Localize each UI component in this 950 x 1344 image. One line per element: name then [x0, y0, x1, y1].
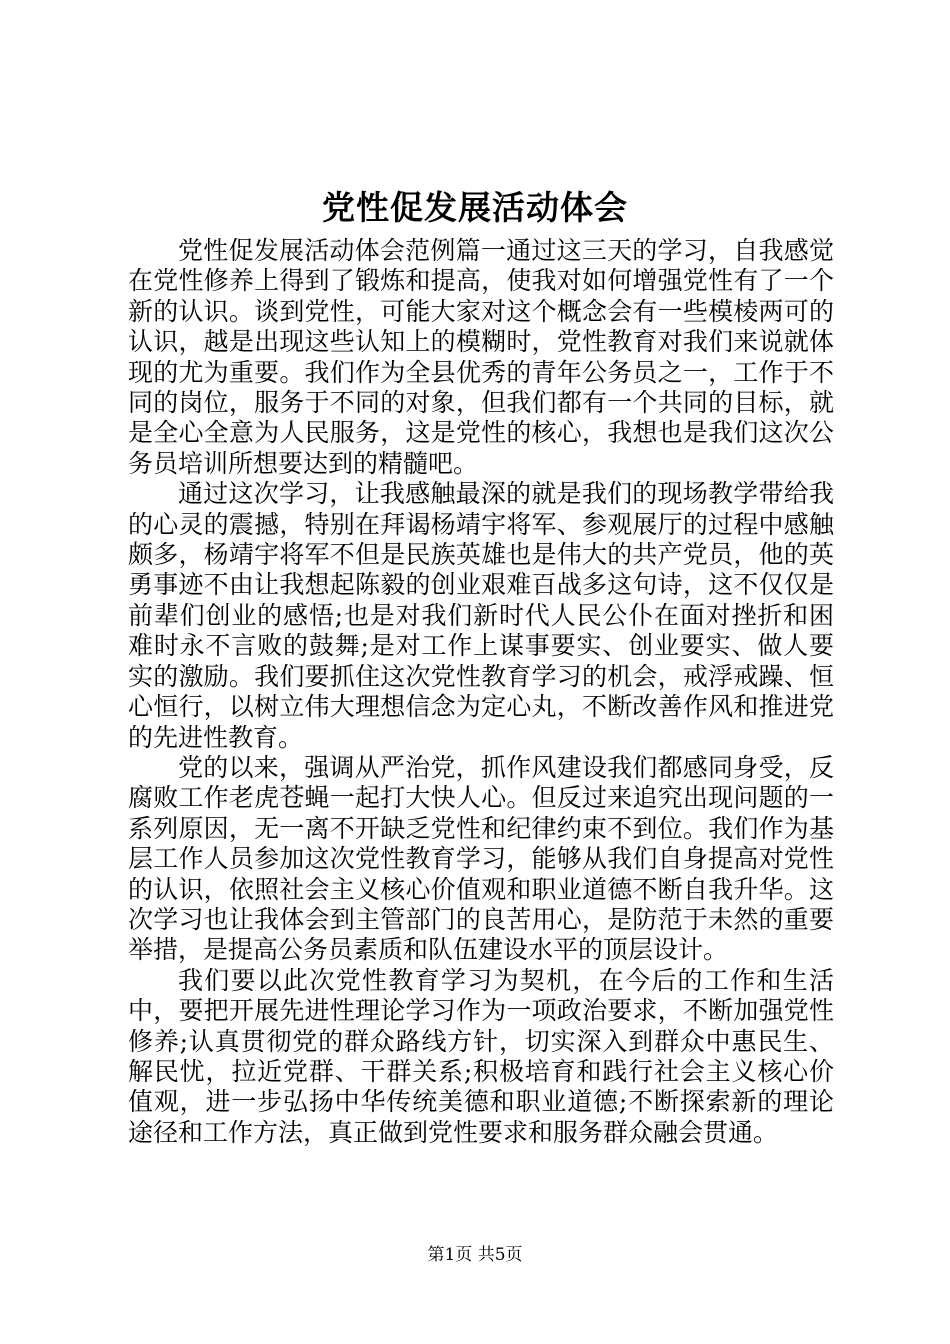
paragraph-2: 通过这次学习，让我感触最深的就是我们的现场教学带给我的心灵的震撼，特别在拜谒杨靖宇将军、参观展厅的过程中感触颇多，杨靖宇将军不但是民族英雄也是伟大的共产党员，他的英勇事迹不由让我想起陈毅的创业艰难百战多这句诗，这不仅仅是前辈们创业的感悟;也是对我们新时代人民公仆在面对挫折和困难时永不言败的鼓舞;是对工作上谋事要实、创业要实、做人要实的激励。我们要抓住这次党性教育学习的机会，戒浮戒躁、恒心恒行，以树立伟大理想信念为定心丸，不断改善作风和推进党的先进性教育。	[128, 479, 834, 752]
document-title: 党性促发展活动体会	[322, 188, 628, 227]
paragraph-1: 党性促发展活动体会范例篇一通过这三天的学习，自我感觉在党性修养上得到了锻炼和提高，使我对如何增强党性有了一个新的认识。谈到党性，可能大家对这个概念会有一些模棱两可的认识，越是出现这些认知上的模糊时，党性教育对我们来说就体现的尤为重要。我们作为全县优秀的青年公务员之一，工作于不同的岗位，服务于不同的对象，但我们都有一个共同的目标，就是全心全意为人民服务，这是党性的核心，我想也是我们这次公务员培训所想要达到的精髓吧。	[128, 236, 834, 478]
paragraph-3: 党的以来，强调从严治党，抓作风建设我们都感同身受，反腐败工作老虎苍蝇一起打大快人心。但反过来追究出现问题的一系列原因，无一离不开缺乏党性和纪律约束不到位。我们作为基层工作人员参加这次党性教育学习，能够从我们自身提高对党性的认识，依照社会主义核心价值观和职业道德不断自我升华。这次学习也让我体会到主管部门的良苦用心，是防范于未然的重要举措，是提高公务员素质和队伍建设水平的顶层设计。	[128, 752, 834, 965]
document-body	[128, 236, 834, 1148]
page-footer: 第1页 共5页	[427, 1245, 523, 1265]
paragraph-4: 我们要以此次党性教育学习为契机，在今后的工作和生活中，要把开展先进性理论学习作为一项政治要求，不断加强党性修养;认真贯彻党的群众路线方针，切实深入到群众中惠民生、解民忧，拉近党群、干群关系;积极培育和践行社会主义核心价值观，进一步弘扬中华传统美德和职业道德;不断探索新的理论途径和工作方法，真正做到党性要求和服务群众融会贯通。	[128, 965, 834, 1147]
